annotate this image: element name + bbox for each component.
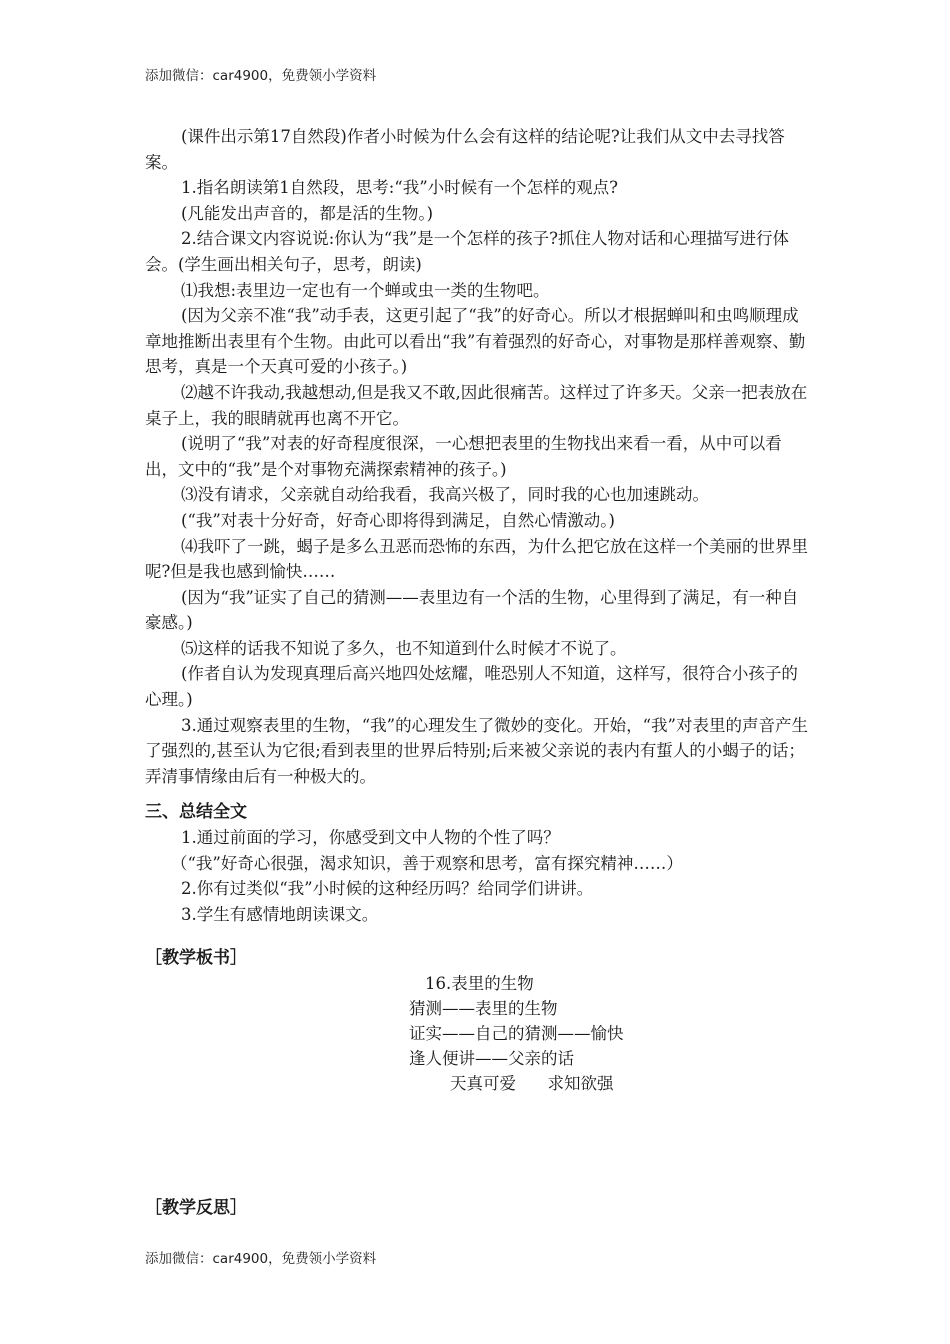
reflection-title: ［教学反思］ <box>145 1198 247 1218</box>
paragraph: (因为父亲不准“我”动手表，这更引起了“我”的好奇心。所以才根据蝉叫和虫鸣顺理成章地推断出表里有个生物。由此可以看出“我”有着强烈的好奇心，对事物是那样善观察、勤思考，真是一个天真可爱的小孩子。) <box>145 306 806 377</box>
paragraph: (因为“我”证实了自己的猜测——表里边有一个活的生物，心里得到了满足，有一种自豪感。) <box>145 587 799 633</box>
board-line: 猜测——表里的生物 <box>409 999 558 1018</box>
section-heading: 三、总结全文 <box>145 802 247 822</box>
summary-item: 2.你有过类似“我”小时候的这种经历吗？给同学们讲讲。 <box>181 879 594 899</box>
paragraph: ⑷我吓了一跳，蝎子是多么丑恶而恐怖的东西，为什么把它放在这样一个美丽的世界里呢?但是我也感到愉快…… <box>145 536 808 582</box>
paragraph: ⑶没有请求，父亲就自动给我看，我高兴极了，同时我的心也加速跳动。 <box>181 485 709 505</box>
summary-item: 3.学生有感情地朗读课文。 <box>181 904 379 924</box>
paragraph: ⑸这样的话我不知说了多久，也不知道到什么时候才不说了。 <box>181 638 627 658</box>
paragraph: (课件出示第17自然段)作者小时候为什么会有这样的结论呢?让我们从文中去寻找答案。 <box>145 127 785 172</box>
document-body <box>145 124 813 789</box>
paragraph: (作者自认为发现真理后高兴地四处炫耀，唯恐别人不知道，这样写，很符合小孩子的心理。) <box>145 664 798 710</box>
board-line: 天真可爱 求知欲强 <box>450 1074 614 1093</box>
board-title: ［教学板书］ <box>145 948 247 968</box>
board-line: 证实——自己的猜测——愉快 <box>409 1024 624 1043</box>
paragraph: (说明了“我”对表的好奇程度很深，一心想把表里的生物找出来看一看，从中可以看出，文中的“我”是个对事物充满探索精神的孩子。) <box>145 434 782 479</box>
summary-item: 1.通过前面的学习，你感受到文中人物的个性了吗？ <box>181 828 560 847</box>
paragraph: ⑴我想:表里边一定也有一个蝉或虫一类的生物吧。 <box>181 280 550 300</box>
page-header: 添加微信：car4900，免费领小学资料 <box>145 68 377 84</box>
board-line: 逢人便讲——父亲的话 <box>409 1049 574 1068</box>
page-footer: 添加微信：car4900，免费领小学资料 <box>145 1251 377 1267</box>
paragraph: ⑵越不许我动,我越想动,但是我又不敢,因此很痛苦。这样过了许多天。父亲一把表放在桌子上，我的眼睛就再也离不开它。 <box>145 382 808 428</box>
paragraph: 1.指名朗读第1自然段，思考:“我”小时候有一个怎样的观点? <box>181 178 619 198</box>
board-line: 16.表里的生物 <box>425 974 534 993</box>
paragraph: (“我”对表十分好奇，好奇心即将得到满足，自然心情激动。) <box>181 510 615 530</box>
paragraph: 3.通过观察表里的生物，“我”的心理发生了微妙的变化。开始，“我”对表里的声音产生了强烈的,甚至认为它很;看到表里的世界后特别;后来被父亲说的表内有蜇人的小蝎子的话；弄清事情缘由后有一种极大的。 <box>145 715 808 786</box>
summary-section <box>145 799 813 927</box>
summary-item: （“我”好奇心很强，渴求知识，善于观察和思考，富有探究精神……） <box>171 853 683 873</box>
paragraph: (凡能发出声音的，都是活的生物。) <box>181 203 434 223</box>
paragraph: 2.结合课文内容说说:你认为“我”是一个怎样的孩子?抓住人物对话和心理描写进行体会。(学生画出相关句子，思考，朗读) <box>145 229 790 274</box>
